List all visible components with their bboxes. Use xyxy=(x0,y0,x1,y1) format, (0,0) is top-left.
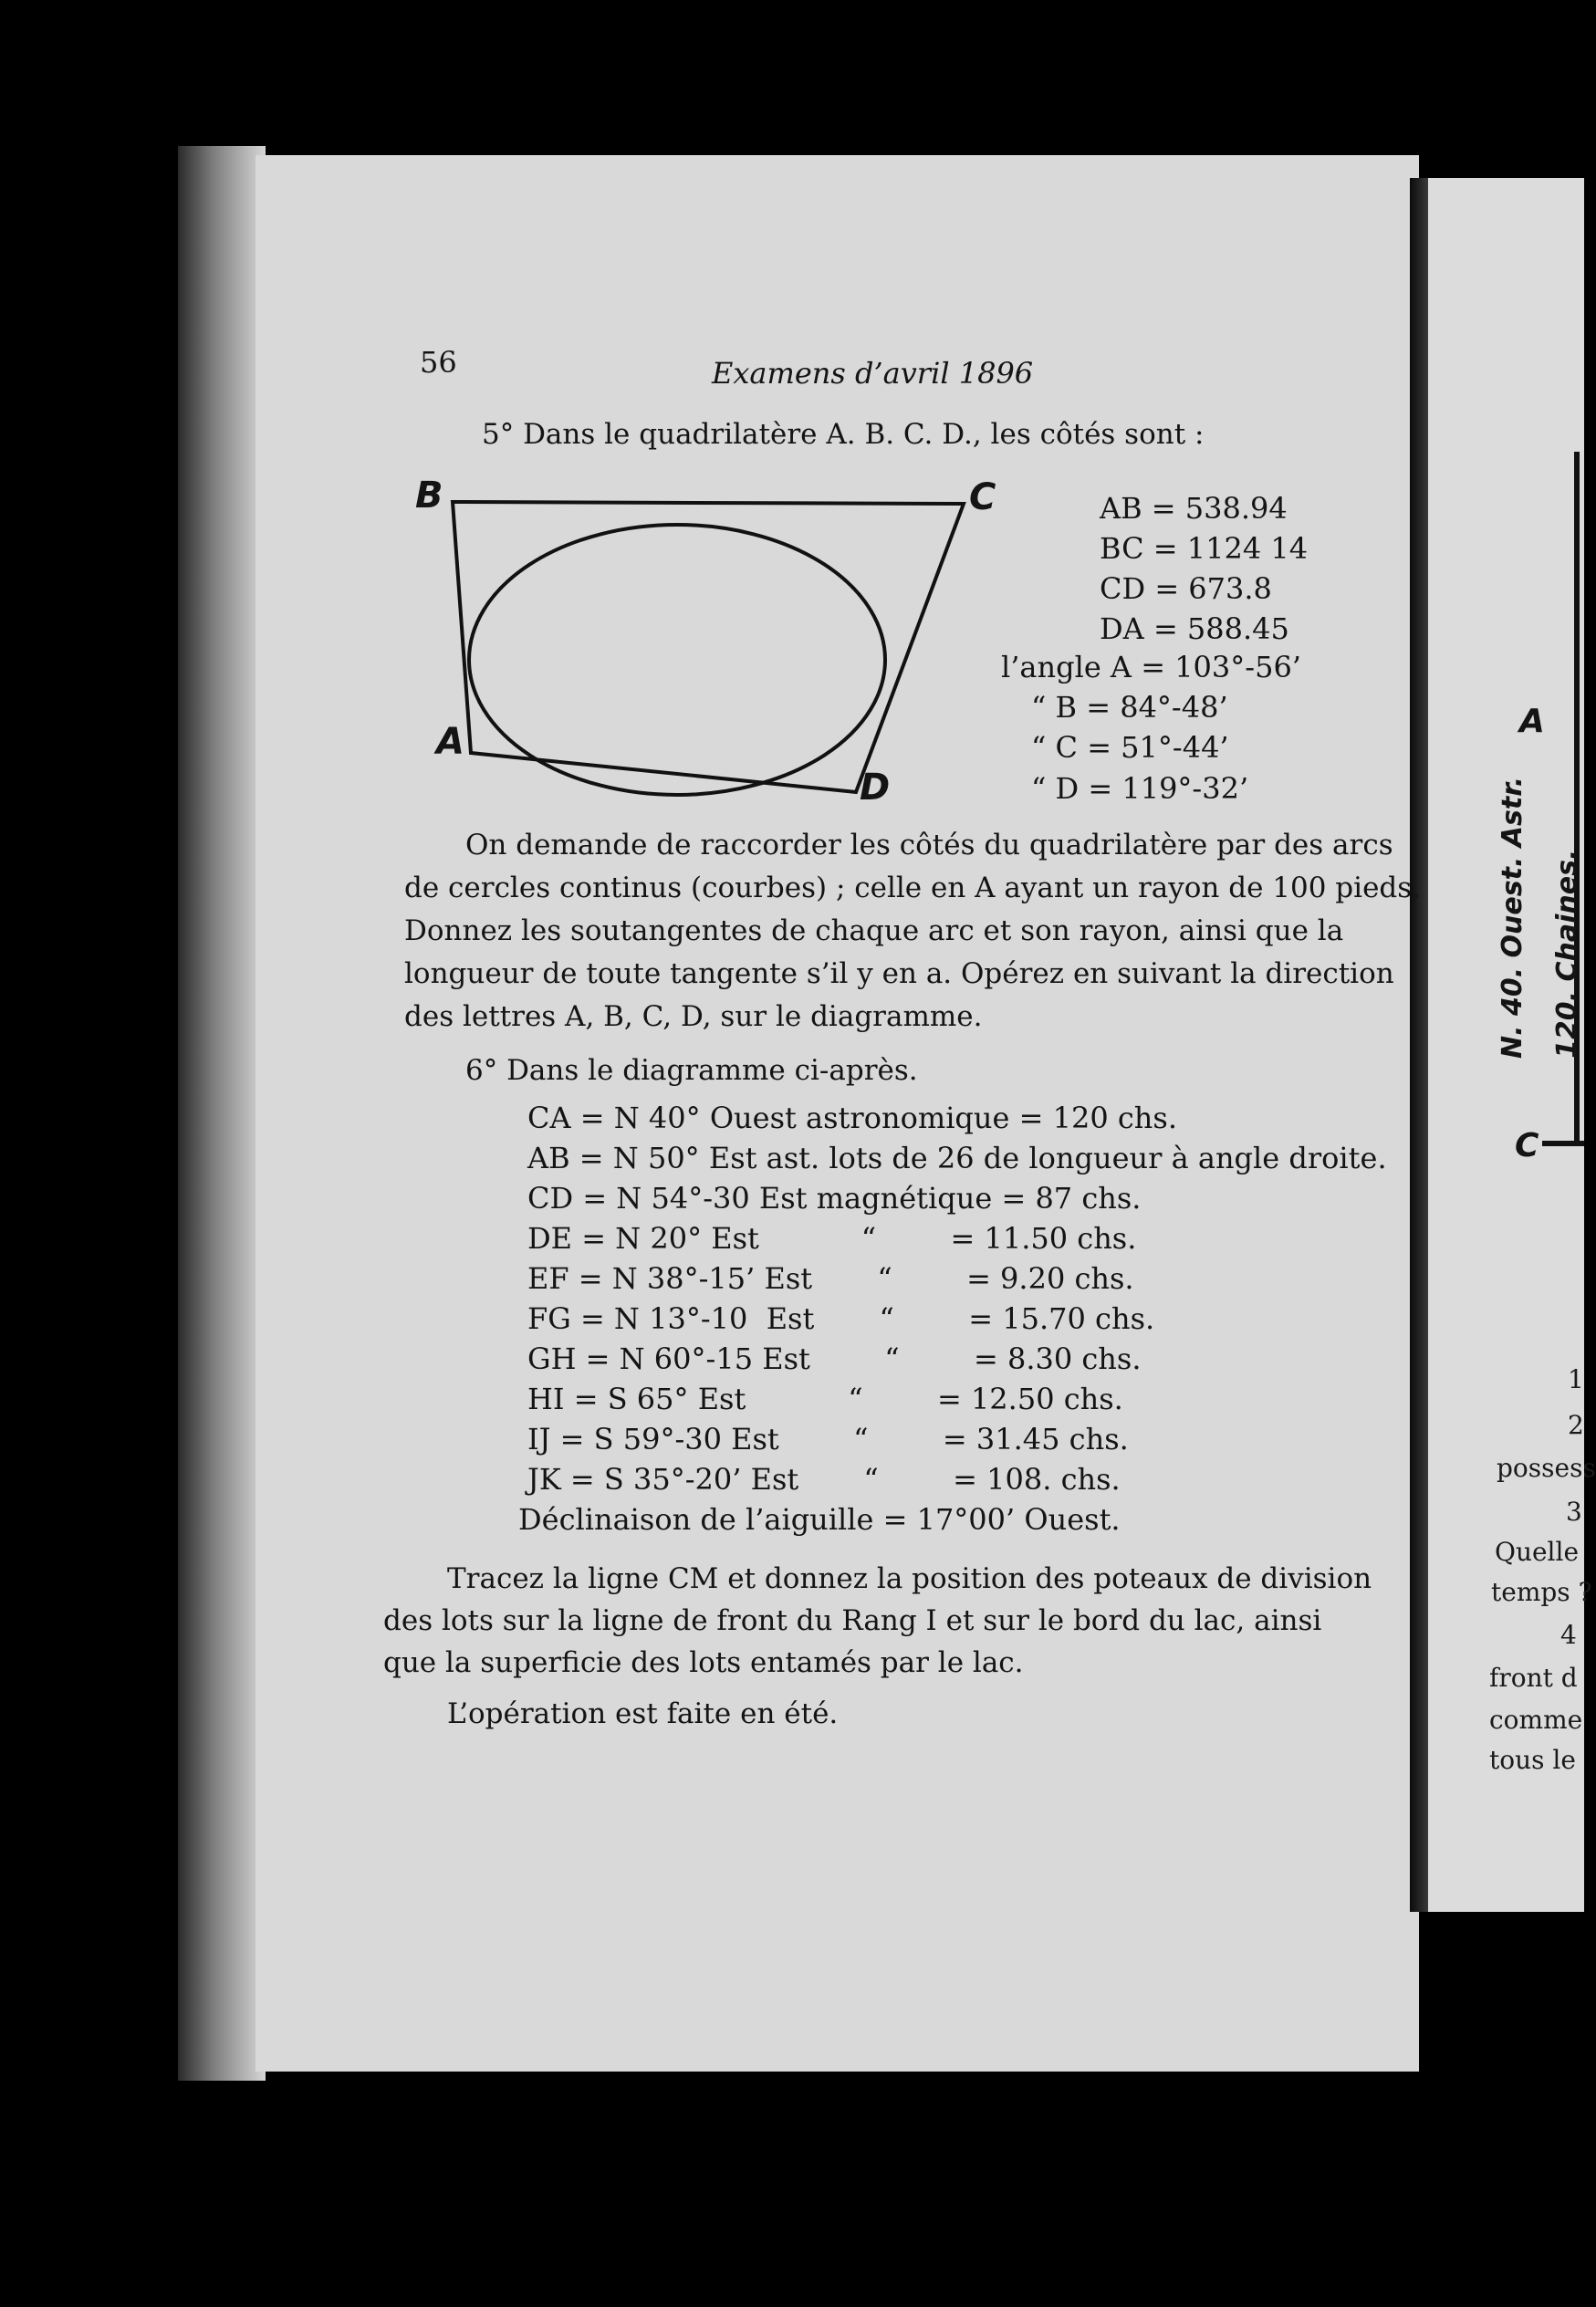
survey-line-fg: FG = N 13°-10 Est “ = 15.70 chs. xyxy=(527,1301,1155,1336)
survey-line-de: DE = N 20° Est “ = 11.50 chs. xyxy=(527,1221,1137,1256)
quadrilateral-outline xyxy=(453,502,964,792)
measure-ab: AB = 538.94 xyxy=(1100,491,1288,526)
facing-text-fragment: temps ? xyxy=(1491,1577,1592,1607)
diagram-label-c: C xyxy=(969,476,996,518)
problem5-paragraph-line: des lettres A, B, C, D, sur le diagramme. xyxy=(404,1000,983,1033)
facing-vertical-label: 120. Chaines. xyxy=(1551,849,1583,1059)
facing-text-fragment: 1 xyxy=(1568,1364,1584,1394)
measure-cd: CD = 673.8 xyxy=(1100,571,1272,606)
survey-line-ca: CA = N 40° Ouest astronomique = 120 chs. xyxy=(527,1101,1177,1135)
problem6-paragraph-line: Tracez la ligne CM et donnez la position des poteaux de division xyxy=(447,1562,1372,1595)
problem6-intro: 6° Dans le diagramme ci-après. xyxy=(465,1054,918,1087)
measure-bc: BC = 1124 14 xyxy=(1100,531,1309,566)
angle-b: “ B = 84°-48’ xyxy=(1031,690,1228,725)
inscribed-curve xyxy=(469,525,885,795)
survey-line-gh: GH = N 60°-15 Est “ = 8.30 chs. xyxy=(527,1341,1142,1376)
facing-text-fragment: possess xyxy=(1497,1453,1596,1483)
facing-map-label-c: C xyxy=(1515,1127,1539,1164)
facing-text-fragment: 3 xyxy=(1566,1497,1582,1527)
problem5-paragraph-line: de cercles continus (courbes) ; celle en A ayant un rayon de 100 pieds. xyxy=(404,872,1422,904)
diagram-label-a: A xyxy=(436,721,464,763)
problem5-paragraph-line: Donnez les soutangentes de chaque arc et son rayon, ainsi que la xyxy=(404,914,1344,947)
declination-line: Déclinaison de l’aiguille = 17°00’ Ouest. xyxy=(518,1502,1121,1537)
facing-text-fragment: 2 xyxy=(1568,1410,1584,1440)
survey-line-hi: HI = S 65° Est “ = 12.50 chs. xyxy=(527,1382,1123,1416)
problem5-intro: 5° Dans le quadrilatère A. B. C. D., les côtés sont : xyxy=(482,418,1205,451)
problem6-closing: L’opération est faite en été. xyxy=(447,1697,839,1730)
problem6-paragraph-line: que la superficie des lots entamés par le lac. xyxy=(383,1646,1024,1679)
survey-line-ef: EF = N 38°-15’ Est “ = 9.20 chs. xyxy=(527,1261,1134,1296)
facing-text-fragment: front d xyxy=(1489,1663,1578,1693)
angle-c: “ C = 51°-44’ xyxy=(1031,730,1229,765)
angle-d: “ D = 119°-32’ xyxy=(1031,771,1249,806)
diagram-label-b: B xyxy=(415,475,443,517)
facing-vertical-label: N. 40. Ouest. Astr. xyxy=(1497,776,1528,1059)
facing-text-fragment: Quelle xyxy=(1495,1537,1580,1567)
diagram-label-d: D xyxy=(860,767,891,809)
survey-line-ij: IJ = S 59°-30 Est “ = 31.45 chs. xyxy=(527,1422,1129,1456)
facing-map-label-a: A xyxy=(1519,703,1545,740)
facing-map-line xyxy=(1542,1141,1584,1146)
measure-da: DA = 588.45 xyxy=(1100,611,1289,646)
page-number: 56 xyxy=(420,345,457,380)
facing-text-fragment: 4 xyxy=(1560,1620,1577,1650)
book-gutter xyxy=(1410,178,1428,1912)
problem6-paragraph-line: des lots sur la ligne de front du Rang I et sur le bord du lac, ainsi xyxy=(383,1604,1322,1637)
angle-a: l’angle A = 103°-56’ xyxy=(1001,650,1301,684)
survey-line-ab: AB = N 50° Est ast. lots de 26 de longueur à angle droite. xyxy=(527,1141,1387,1175)
running-title: Examens d’avril 1896 xyxy=(712,356,1034,391)
problem5-paragraph-line: On demande de raccorder les côtés du quadrilatère par des arcs xyxy=(465,829,1393,861)
survey-line-jk: JK = S 35°-20’ Est “ = 108. chs. xyxy=(527,1462,1121,1497)
survey-line-cd: CD = N 54°-30 Est magnétique = 87 chs. xyxy=(527,1181,1142,1216)
facing-text-fragment: tous le xyxy=(1489,1745,1576,1775)
page-edge-shadow xyxy=(178,146,266,2081)
quadrilateral-diagram xyxy=(429,475,1013,803)
problem5-paragraph-line: longueur de toute tangente s’il y en a. Opérez en suivant la direction xyxy=(404,957,1394,990)
facing-text-fragment: comme xyxy=(1489,1705,1583,1735)
